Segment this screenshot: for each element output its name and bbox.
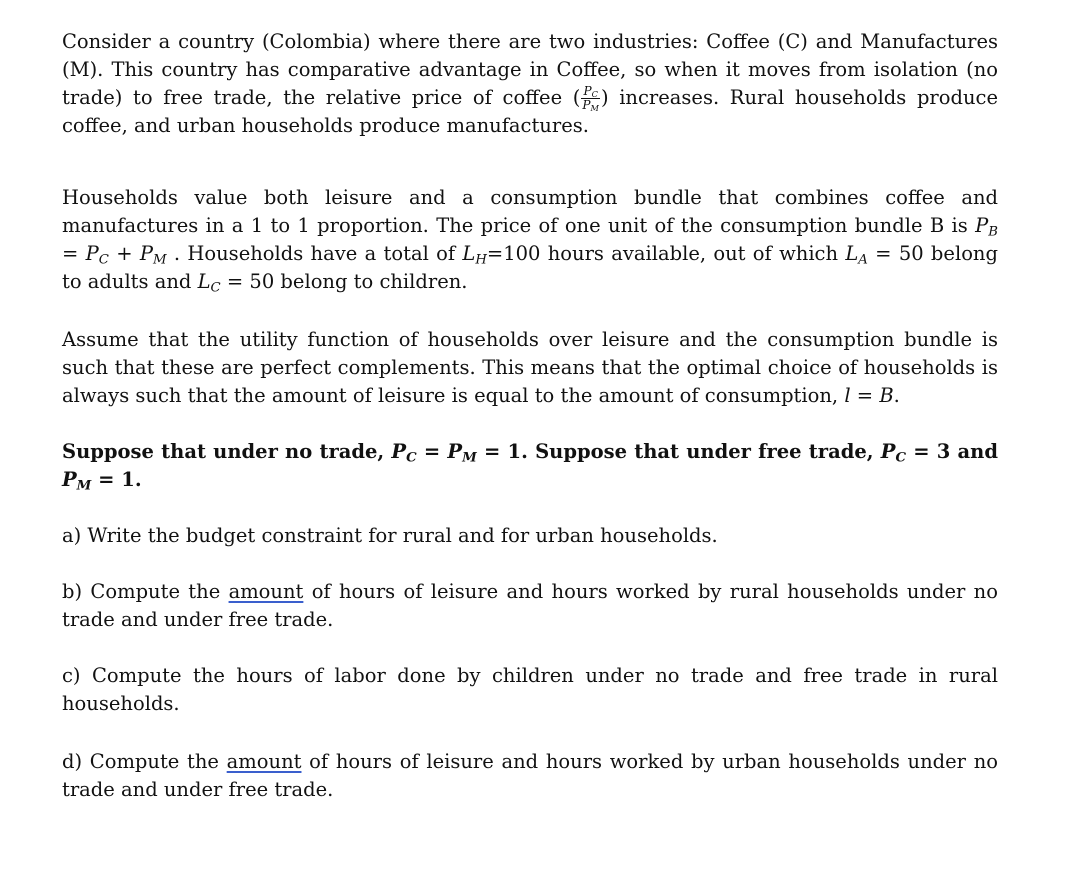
adult-hours-symbol: $L_A$ xyxy=(845,242,868,268)
question-c: c) Compute the hours of labor done by children under no trade and free trade in rural households. xyxy=(62,664,998,715)
fraction-numerator: $P_C$ xyxy=(581,85,600,99)
intro-text-before: Consider a country (Colombia) where there are two industries: Coffee (C) and Manufactures (M). This country has comparative advantage in Coffee, so when it moves from isolation (no trade) to free trade, the relative price of coffee ( xyxy=(62,30,998,109)
question-d: d) Compute the amount of hours of leisure and hours worked by urban households under no trade and under free trade. xyxy=(62,750,998,801)
utility-paragraph: Assume that the utility function of households over leisure and the consumption bundle is such that these are perfect complements. This means that the optimal choice of households is always such that the amount of leisure is equal to the amount of consumption, l = B. xyxy=(62,328,998,407)
child-hours-symbol: $L_C$ xyxy=(197,270,221,296)
price-bundle-symbol: $P_B$ xyxy=(975,214,998,240)
intro-text-after: ) increases. Rural households produce coffee, and urban households produce manufactures. xyxy=(62,86,998,137)
fraction-denominator: $P_M$ xyxy=(582,98,599,114)
question-a: a) Write the budget constraint for rural and for urban households. xyxy=(62,524,718,547)
bundle-symbol: B xyxy=(879,384,894,407)
price-manufactures-symbol: $P_M$ xyxy=(139,242,167,268)
total-hours-symbol: $L_H$ xyxy=(462,242,487,268)
price-coffee-symbol: $P_C$ xyxy=(85,242,109,268)
leisure-symbol: l xyxy=(844,384,851,407)
spellcheck-underlined-word: amount xyxy=(226,750,302,773)
relative-price-fraction xyxy=(581,84,600,114)
question-b: b) Compute the amount of hours of leisure and hours worked by rural households under no trade and under free trade. xyxy=(62,580,998,631)
spellcheck-underlined-word: amount xyxy=(228,580,304,603)
prices-assumption-paragraph: Suppose that under no trade, $P_C = P_M = 1$. Suppose that under free trade, $P_C = 3$ and $P_M = 1$. xyxy=(62,440,998,494)
intro-paragraph xyxy=(62,28,998,140)
households-paragraph: Households value both leisure and a consumption bundle that combines coffee and manufactures in a 1 to 1 proportion. The price of one unit of the consumption bundle B is $P_B = P_C + P_M$ . Households have a total of $L_H=100$ hours available, out of which $L_A = 50$ belong to adults and $L_C = 50$ belong to children. xyxy=(62,186,998,296)
